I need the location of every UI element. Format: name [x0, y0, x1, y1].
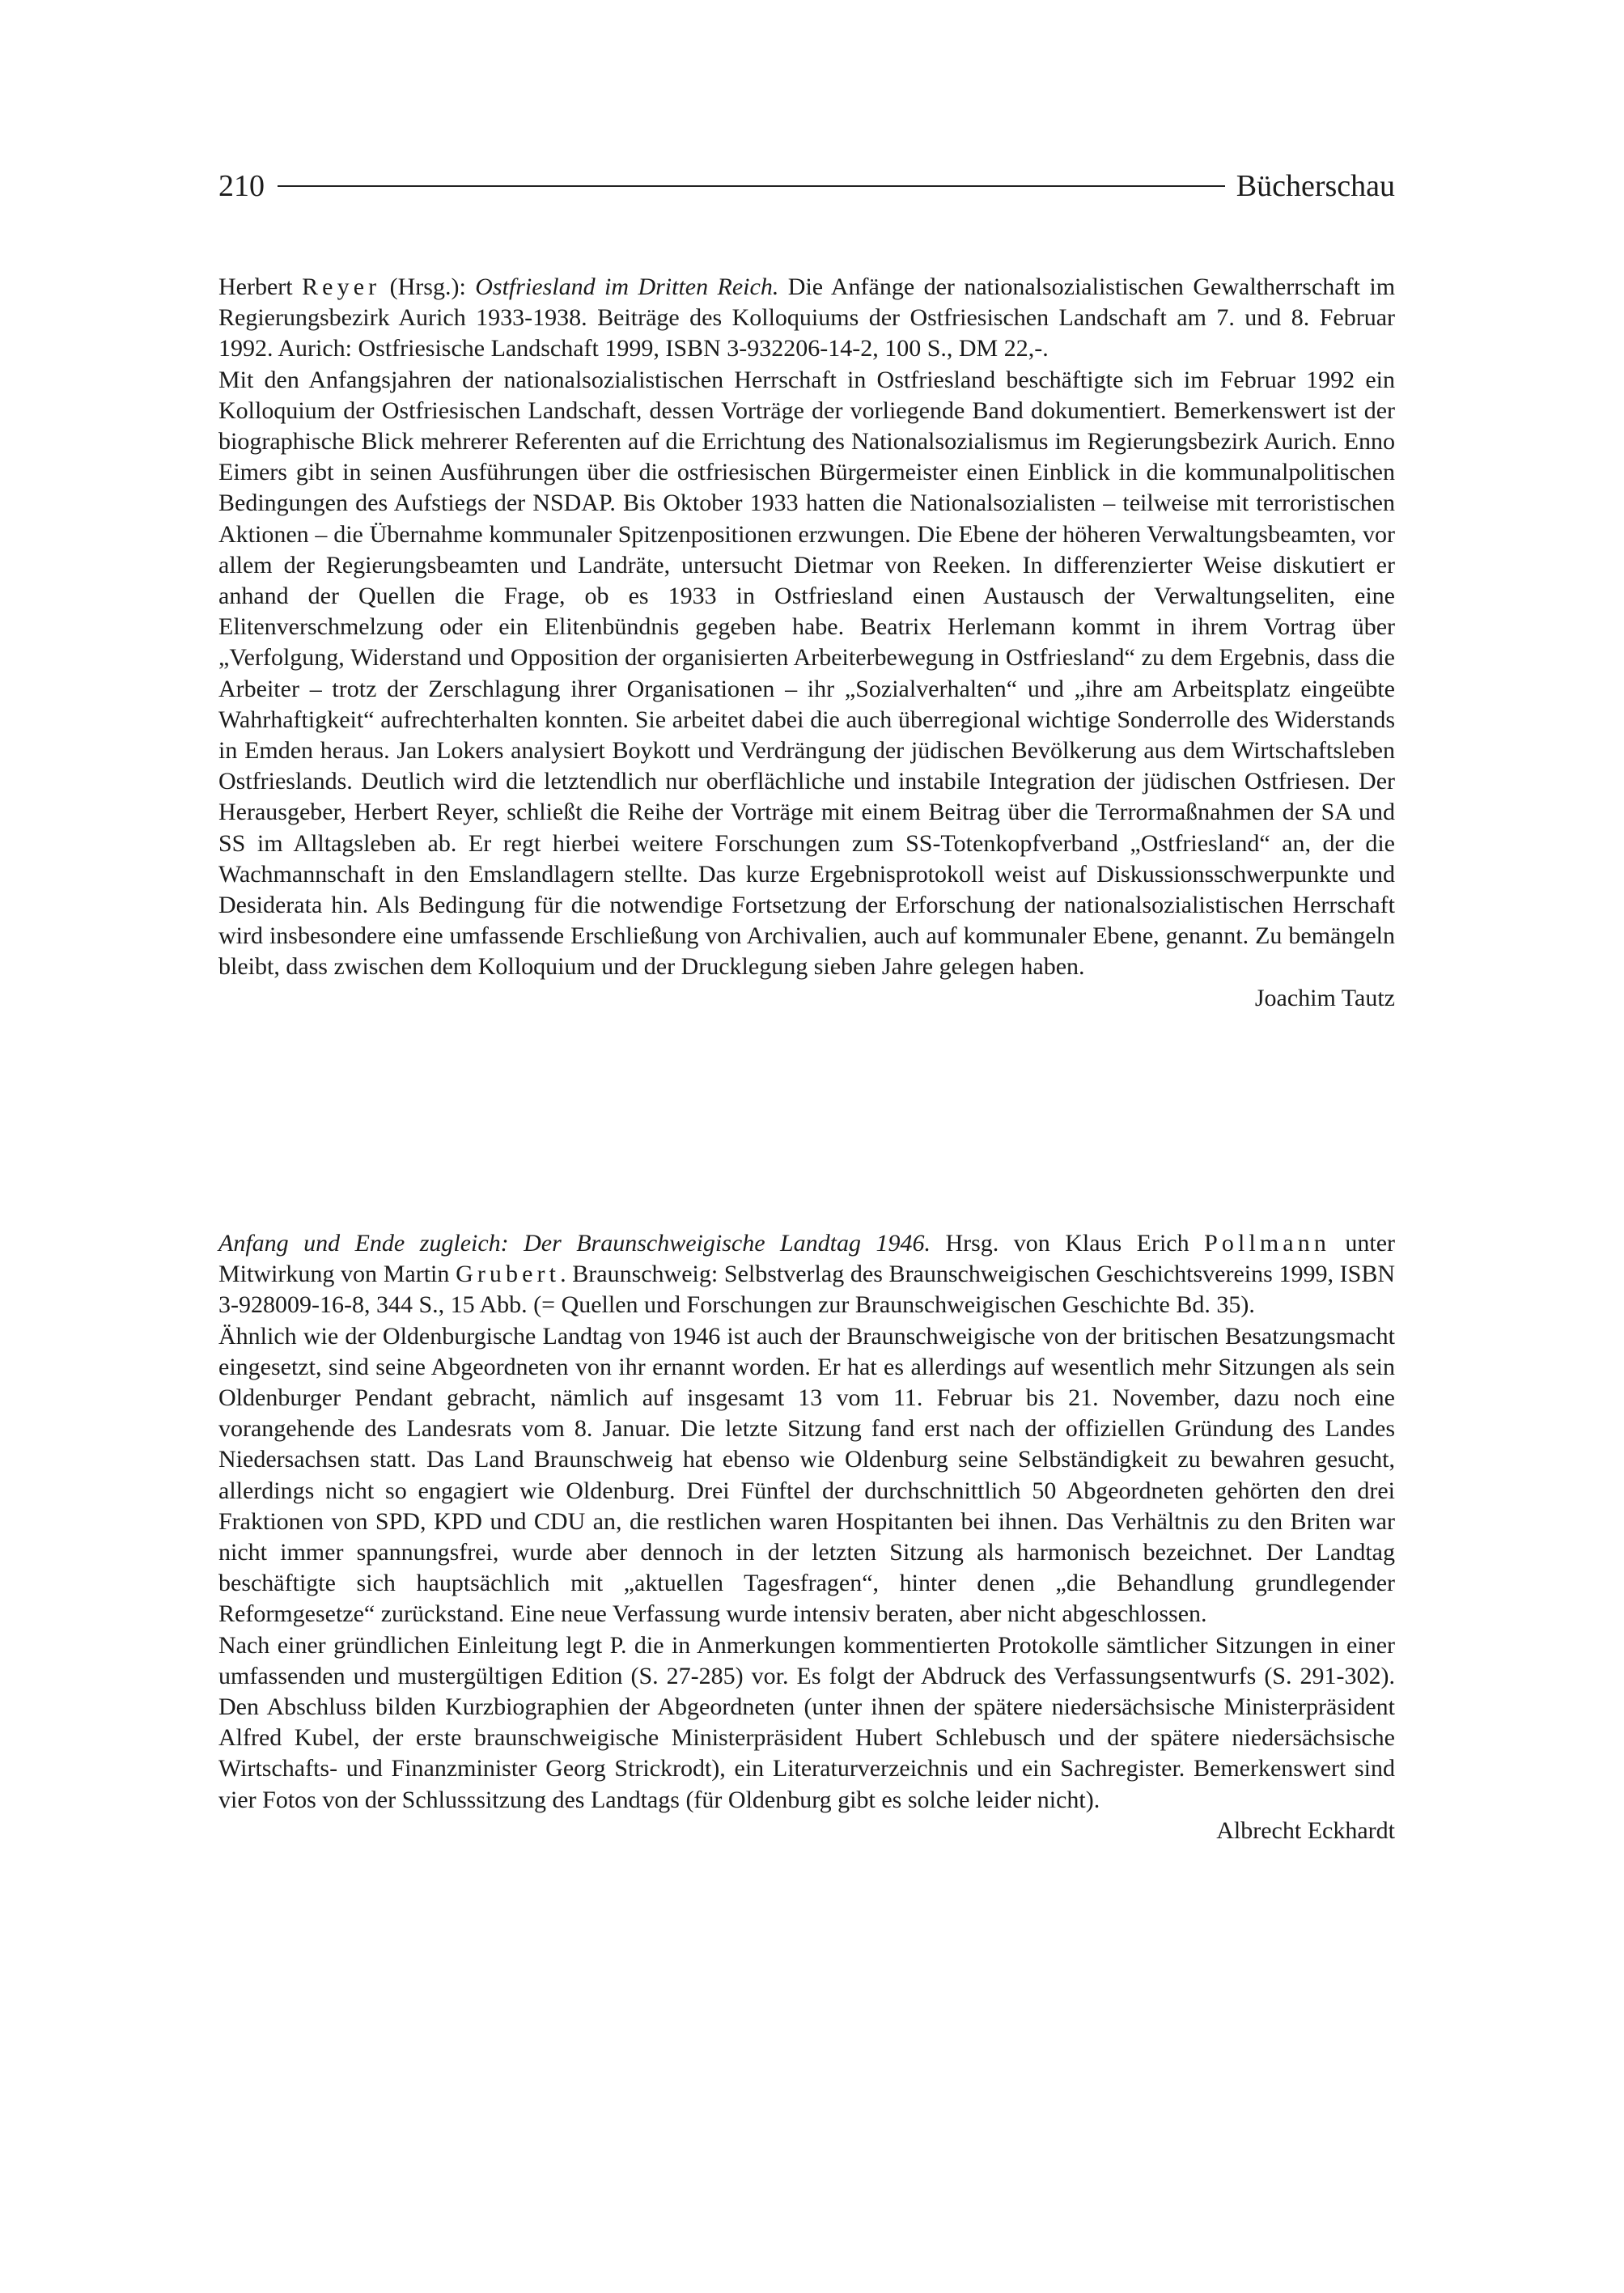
bibliographic-coeditor-intro: unter Mitwirkung von Martin: [218, 1230, 1396, 1288]
bibliographic-entry: [218, 1228, 1395, 1321]
review-braunschweig: [218, 1228, 1395, 1846]
editor-surname: Pollmann: [1204, 1230, 1330, 1257]
header-rule: [278, 185, 1225, 187]
reviewer-name: Joachim Tautz: [1254, 984, 1395, 1011]
editor-surname: Reyer: [302, 273, 381, 300]
book-title: Anfang und Ende zugleich: Der Braunschweigische Landtag 1946.: [218, 1230, 931, 1257]
book-title: Ostfriesland im Dritten Reich.: [475, 273, 779, 300]
page: [218, 162, 1396, 1844]
bibliographic-editor-intro: Hrsg. von Klaus Erich: [945, 1230, 1189, 1257]
page-number: 210: [218, 169, 265, 203]
review-paragraph-1: Ähnlich wie der Oldenburgische Landtag von 1946 ist auch der Braunschweigische von der britischen Besatzungsmacht eingesetzt, sind seine Abgeordneten von ihr ernannt worden. Er hat es allerdings auf wesentlich mehr Sitzungen als sein Oldenburger Pendant gebracht, nämlich auf insgesamt 13 vom 11. Februar bis 21. November, dazu noch eine vorangehende des Landesrats vom 8. Januar. Die letzte Sitzung fand erst nach der offiziellen Gründung des Landes Niedersachsen statt. Das Land Braunschweig hat ebenso wie Oldenburg seine Selbständigkeit zu bewahren gesucht, allerdings nicht so engagiert wie Oldenburg. Drei Fünftel der durchschnittlich 50 Abgeordneten gehörten den drei Fraktionen von SPD, KPD und CDU an, die restlichen waren Hospitanten bei ihnen. Das Verhältnis zu den Briten war nicht immer spannungsfrei, wurde aber dennoch in der letzten Sitzung als harmonisch bezeichnet. Der Landtag beschäftigte sich hauptsächlich mit „aktuellen Tagesfragen“, hinter denen „die Behandlung grundlegender Reformgesetze“ zurückstand. Eine neue Verfassung wurde intensiv beraten, aber nicht abgeschlossen.: [218, 1322, 1395, 1628]
bibliographic-details: . Braunschweig: Selbstverlag des Braunschweigischen Geschichtsvereins 1999, ISBN 3-928009-16-8, 344 S., 15 Abb. (= Quellen und Forschungen zur Braunschweigischen Geschichte Bd. 35).: [218, 1261, 1395, 1319]
editor-role: (Hrsg.):: [389, 273, 466, 300]
reviewer-name: Albrecht Eckhardt: [1216, 1816, 1395, 1844]
review-ostfriesland: [218, 272, 1395, 1014]
review-paragraph-2: Nach einer gründlichen Einleitung legt P. die in Anmerkungen kommentierten Protokolle sämtlicher Sitzungen in einer umfassenden und mustergültigen Edition (S. 27-285) vor. Es folgt der Abdruck des Verfassungsentwurfs (S. 291-302). Den Abschluss bilden Kurzbiographien der Abgeordneten (unter ihnen der spätere niedersächsische Ministerpräsident Alfred Kubel, der erste braunschweigische Ministerpräsident Hubert Schlebusch und der spätere niedersächsische Wirtschafts- und Finanzminister Georg Strickrodt), ein Literaturverzeichnis und ein Sachregister. Bemerkenswert sind vier Fotos von der Schlusssitzung des Landtags (für Oldenburg gibt es solche leider nicht).: [218, 1631, 1395, 1813]
review-body: Mit den Anfangsjahren der nationalsozialistischen Herrschaft in Ostfriesland beschäftigte sich im Februar 1992 ein Kolloquium der Ostfriesischen Landschaft, dessen Vorträge der vorliegende Band dokumentiert. Bemerkenswert ist der biographische Blick mehrerer Referenten auf die Errichtung des Nationalsozialismus im Regierungsbezirk Aurich. Enno Eimers gibt in seinen Ausführungen über die ostfriesischen Bürgermeister einen Einblick in die kommunalpolitischen Bedingungen des Aufstiegs der NSDAP. Bis Oktober 1933 hatten die Nationalsozialisten – teilweise mit terroristischen Aktionen – die Übernahme kommunaler Spitzenpositionen erzwungen. Die Ebene der höheren Verwaltungsbeamten, vor allem der Regierungsbeamten und Landräte, untersucht Dietmar von Reeken. In differenzierter Weise diskutiert er anhand der Quellen die Frage, ob es 1933 in Ostfriesland einen Austausch der Verwaltungseliten, eine Elitenverschmelzung oder ein Elitenbündnis gegeben habe. Beatrix Herlemann kommt in ihrem Vortrag über „Verfolgung, Widerstand und Opposition der organisierten Arbeiterbewegung in Ostfriesland“ zu dem Ergebnis, dass die Arbeiter – trotz der Zerschlagung ihrer Organisationen – ihr „Sozialverhalten“ und „ihre am Arbeitsplatz eingeübte Wahrhaftigkeit“ aufrechterhalten konnten. Sie arbeitet dabei die auch überregional wichtige Sonderrolle des Widerstands in Emden heraus. Jan Lokers analysiert Boykott und Verdrängung der jüdischen Bevölkerung aus dem Wirtschaftsleben Ostfrieslands. Deutlich wird die letztendlich nur oberflächliche und instabile Integration der jüdischen Ostfriesen. Der Herausgeber, Herbert Reyer, schließt die Reihe der Vorträge mit einem Beitrag über die Terrormaßnahmen der SA und SS im Alltagsleben ab. Er regt hierbei weitere Forschungen zum SS-Totenkopfverband „Ostfriesland“ an, der die Wachmannschaft in den Emslandlagern stellte. Das kurze Ergebnisprotokoll weist auf Diskussionsschwerpunkte und Desiderata hin. Als Bedingung für die notwendige Fortsetzung der Erforschung der nationalsozialistischen Herrschaft wird insbesondere eine umfassende Erschließung von Archivalien, auch auf kommunaler Ebene, genannt. Zu bemängeln bleibt, dass zwischen dem Kolloquium und der Drucklegung sieben Jahre gelegen haben.: [218, 366, 1395, 981]
bibliographic-details: Die Anfänge der nationalsozialistischen Gewaltherrschaft im Regierungsbezirk Aurich 1933-1938. Beiträge des Kolloquiums der Ostfriesischen Landschaft am 7. und 8. Februar 1992. Aurich: Ostfriesische Landschaft 1999, ISBN 3-932206-14-2, 100 S., DM 22,-.: [218, 273, 1396, 362]
bibliographic-entry: [218, 272, 1395, 365]
running-head: [218, 162, 1395, 210]
section-title: Bücherschau: [1236, 169, 1395, 203]
coeditor-surname: Grubert: [456, 1261, 561, 1288]
editor-first-name: Herbert: [218, 273, 293, 300]
